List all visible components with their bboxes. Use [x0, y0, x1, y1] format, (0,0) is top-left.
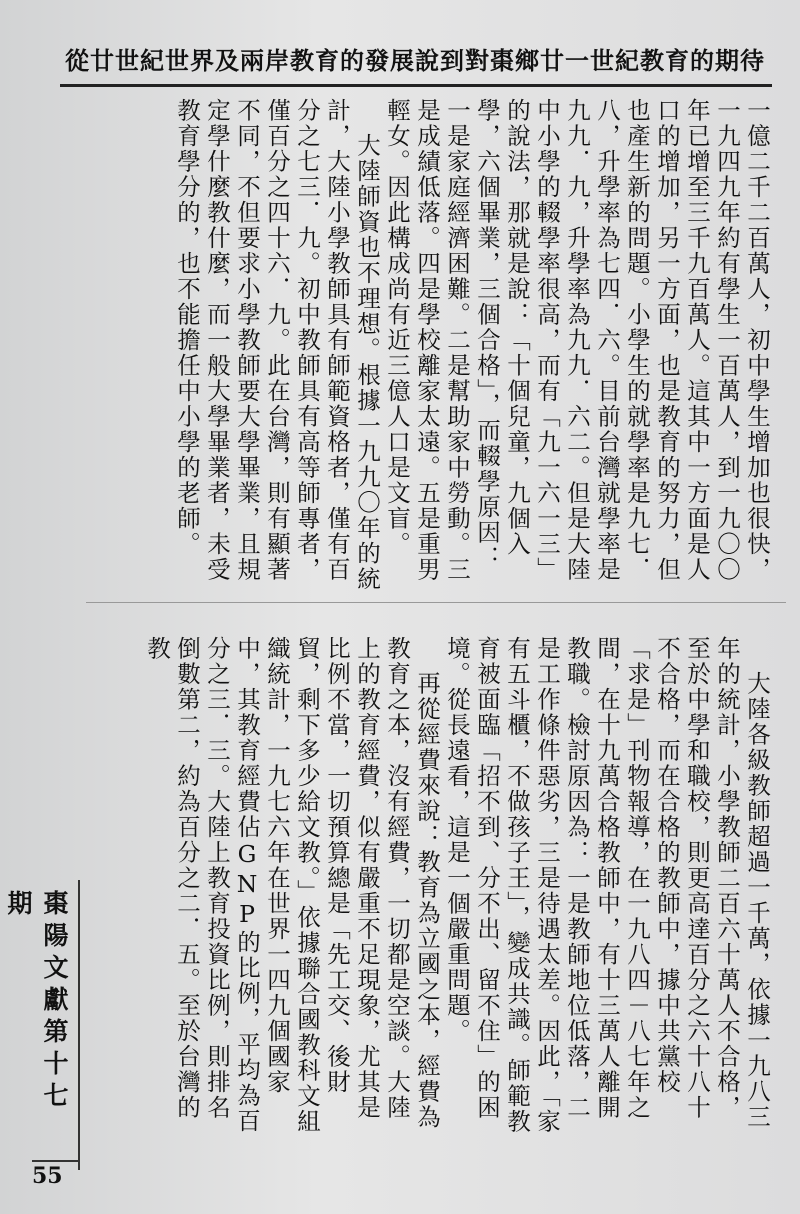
- page-number-rule: [32, 1160, 80, 1162]
- upper-text-block: [86, 98, 772, 596]
- column-divider: [86, 602, 786, 603]
- lower-text-block: [86, 636, 772, 1136]
- page-number: 55: [32, 1163, 63, 1189]
- paragraph: 大陸師資也不理想。根據一九九〇年的統計，大陸小學教師具有師範資格者，僅有百分之七三．九。初中教師具有高等師專者，僅百分之四十六．九。此在台灣，則有顯著不同，不但要求小學教師要大學畢業，且規定學什麼教什麼，而一般大學畢業者，未受教育學分的，也不能擔任中小學的老師。: [173, 98, 381, 593]
- journal-name: 棗陽文獻第十七期: [4, 890, 69, 1114]
- running-header: 從廿世紀世界及兩岸教育的發展說到對棗鄉廿一世紀教育的期待: [65, 45, 765, 75]
- paragraph: 一億二千二百萬人，初中學生增加也很快，一九四九年約有學生一百萬人，到一九〇〇年已增至三千九百萬人。這其中一方面是人口的增加，另一方面，也是教育的努力，但也產生新的問題。小學生的就學率是九七．八，升學率為七四．六。目前台灣就學率是九九．九，升學率為九九．六二。但是大陸中小學的輟學率很高，而有「九一六一三」的說法，那就是說：「十個兒童，九個入學，六個畢業，三個合格」，而輟學原因：一是家庭經濟困難。二是幫助家中勞動。三是成績低落。四是學校離家太遠。五是重男輕女。因此構成尚有近三億人口是文盲。: [383, 98, 771, 583]
- header-rule: [60, 84, 772, 87]
- footer-side-rule: [78, 880, 80, 1170]
- paragraph: 大陸各級教師超過一千萬，依據一九八三年的統計，小學教師二百六十萬人不合格，至於中學和職校，則更高達百分之六十八十不合格，而在合格的教師中，據中共黨校「求是」刊物報導，在一九八四－八七年之間，在十九萬合格教師中，有十三萬人離開教職。檢討原因為：一是教師地位低落，二是工作條件惡劣，三是待遇太差。因此，「家有五斗櫃，不做孩子王」，變成共識。師範教育被面臨「招不到、分不出、留不住」的困境。從長遠看，這是一個嚴重問題。: [443, 636, 771, 1135]
- paragraph: 再從經費來說：教育為立國之本，經費為教育之本，沒有經費，一切都是空談。大陸上的教育經費，似有嚴重不足現象，尤其是比例不當，一切預算總是「先工交、後財貿，剩下多少給文教。」依據聯合國教科文組織統計，一九七六年在世界一四九個國家中，其教育經費佔GNP的比例，平均為百分之三．三。大陸上教育投資比例，則排名倒數第二，約為百分之二．五。至於台灣的教: [143, 636, 441, 1135]
